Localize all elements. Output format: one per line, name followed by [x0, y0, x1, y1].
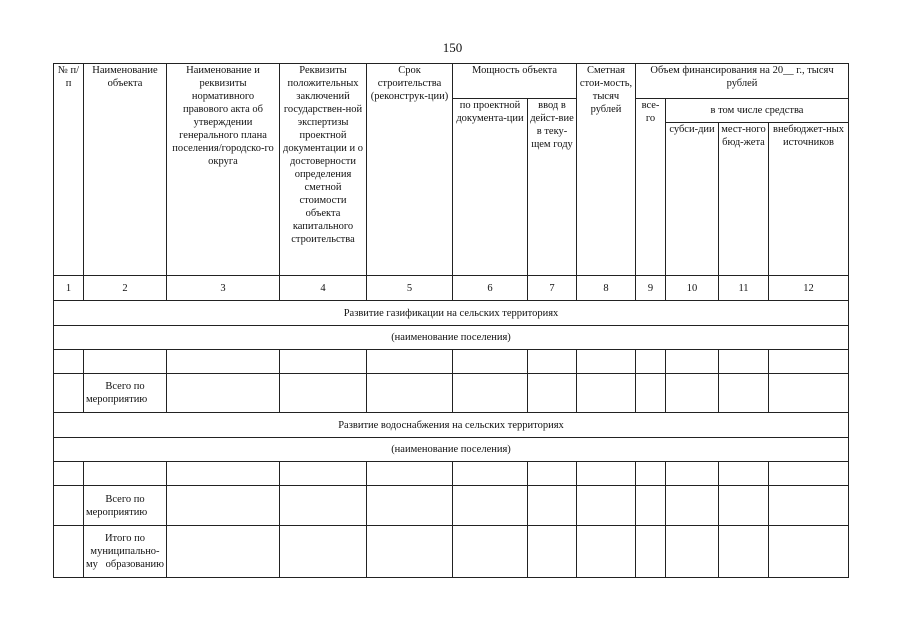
section-title-row: [54, 413, 849, 438]
section-total-row: [54, 486, 849, 526]
header-row-1: [54, 64, 849, 99]
page-number: 150: [442, 40, 463, 55]
header-object-name: Наименование объекта: [84, 64, 167, 276]
header-general-plan-act: Наименование и реквизиты нормативного правового акта об утверждении генерального плана поселения/городско-го округа: [167, 64, 280, 276]
header-number: № п/п: [54, 64, 84, 276]
settlement-row: [54, 438, 849, 462]
column-number: 9: [636, 276, 666, 301]
section-total-label: Всего по мероприятию: [84, 374, 167, 413]
column-number: 4: [280, 276, 367, 301]
header-local-budget: мест-ного бюд-жета: [719, 123, 769, 276]
column-number: 6: [453, 276, 528, 301]
header-including-group: в том числе средства: [666, 99, 849, 123]
grand-total-label: Итого по муниципально-му образованию: [84, 526, 167, 578]
column-numbers-row: [54, 276, 849, 301]
header-expertise-details: Реквизиты положительных заключений государствен-ной экспертизы проектной документации и о достоверности определения сметной стоимости объекта капитального строительства: [280, 64, 367, 276]
column-number: 1: [54, 276, 84, 301]
column-number: 2: [84, 276, 167, 301]
column-number: 3: [167, 276, 280, 301]
section-title-row: [54, 301, 849, 326]
header-capacity-group: Мощность объекта: [453, 64, 577, 99]
header-capacity-design: по проектной документа-ции: [453, 99, 528, 276]
header-construction-period: Срок строительства (реконструк-ции): [367, 64, 453, 276]
header-estimated-cost: Сметная стои-мость, тысяч рублей: [577, 64, 636, 276]
section-title: Развитие водоснабжения на сельских территориях: [54, 413, 849, 438]
column-number: 8: [577, 276, 636, 301]
section-total-label: Всего по мероприятию: [84, 486, 167, 526]
header-financing-group: Объем финансирования на 20__ г., тысяч рублей: [636, 64, 849, 99]
column-number: 12: [769, 276, 849, 301]
section-total-row: [54, 374, 849, 413]
column-number: 10: [666, 276, 719, 301]
header-financing-total: все-го: [636, 99, 666, 276]
column-number: 7: [528, 276, 577, 301]
financing-form-table: [53, 63, 849, 578]
settlement-name: (наименование поселения): [54, 326, 849, 350]
column-number: 11: [719, 276, 769, 301]
header-capacity-commissioning: ввод в дейст-вие в теку-щем году: [528, 99, 577, 276]
header-subsidies: субси-дии: [666, 123, 719, 276]
settlement-name: (наименование поселения): [54, 438, 849, 462]
section-title: Развитие газификации на сельских территориях: [54, 301, 849, 326]
grand-total-row: [54, 526, 849, 578]
column-number: 5: [367, 276, 453, 301]
empty-data-row: [54, 462, 849, 486]
header-extrabudgetary: внебюджет-ных источников: [769, 123, 849, 276]
settlement-row: [54, 326, 849, 350]
empty-data-row: [54, 350, 849, 374]
